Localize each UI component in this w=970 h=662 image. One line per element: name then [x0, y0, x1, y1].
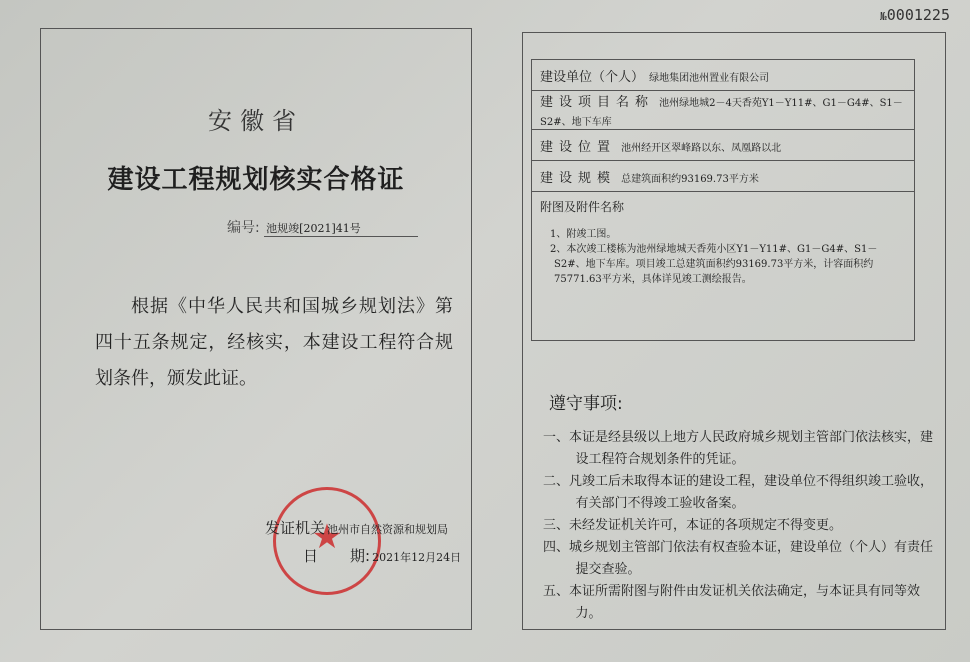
seal-star-icon: ★: [311, 517, 343, 557]
table-row: [532, 192, 915, 341]
row-label-scale: 建设规模: [540, 170, 617, 186]
number-label: 编号:: [227, 220, 260, 236]
number-value: 池规竣[2021]41号: [264, 220, 418, 237]
table-row: [532, 60, 915, 91]
note-item: 二、凡竣工后未取得本证的建设工程，建设单位不得组织竣工验收，有关部门不得竣工验收备案。: [543, 474, 934, 511]
date-label-2: 期:: [350, 547, 371, 565]
attachment-item: 1、附竣工图。: [550, 229, 617, 240]
row-label-location: 建设位置: [540, 139, 617, 155]
row-value-project-name: 池州绿地城2－4天香苑Y1－Y11#、G1－G4#、S1－S2#、地下车库: [540, 98, 903, 128]
issuer-label: 发证机关: [265, 519, 326, 537]
table-row: [532, 130, 915, 161]
serial-prefix: №: [880, 10, 887, 23]
table-cell: [532, 161, 915, 192]
note-item: 四、城乡规划主管部门依法有权查验本证，建设单位（个人）有责任提交查验。: [543, 540, 934, 577]
project-info-table: [531, 59, 915, 341]
table-cell: [532, 91, 915, 130]
row-label-applicant: 建设单位（个人）: [540, 69, 645, 85]
certificate-title: 建设工程规划核实合格证: [107, 165, 405, 195]
row-value-scale: 总建筑面积约93169.73平方米: [621, 173, 759, 185]
attachment-item: 2、本次竣工楼栋为池州绿地城天香苑小区Y1－Y11#、G1－G4#、S1－S2#、地下车库。项目竣工总建筑面积约93169.73平方米，计容面积约75771.63平方米，具体详见竣工测绘报告。: [550, 244, 878, 285]
attachments-list: [540, 227, 906, 287]
serial-number: [880, 6, 950, 24]
table-cell: [532, 60, 915, 91]
serial-value: 0001225: [886, 6, 950, 24]
body-paragraph: 根据《中华人民共和国城乡规划法》第四十五条规定，经核实，本建设工程符合规划条件，颁发此证。: [95, 296, 453, 389]
notes-list: [543, 427, 935, 625]
province-title: 安徽省: [208, 107, 304, 135]
certificate-body: [95, 289, 453, 397]
left-panel: [40, 28, 472, 630]
note-item: 一、本证是经县级以上地方人民政府城乡规划主管部门依法核实，建设工程符合规划条件的凭证。: [543, 430, 934, 467]
row-value-applicant: 绿地集团池州置业有限公司: [649, 72, 770, 84]
attachments-title: 附图及附件名称: [540, 200, 625, 214]
right-panel: [522, 32, 946, 630]
row-label-project-name: 建设项目名称: [540, 95, 655, 110]
note-item: 五、本证所需附图与附件由发证机关依法确定，与本证具有同等效力。: [543, 584, 921, 621]
table-row: [532, 161, 915, 192]
date-row: [303, 545, 461, 566]
table-row: [532, 91, 915, 130]
issuer-row: [265, 517, 448, 538]
certificate-number-row: [227, 217, 418, 237]
note-item: 三、未经发证机关许可，本证的各项规定不得变更。: [543, 518, 843, 533]
attachments-cell: [532, 192, 915, 341]
table-cell: [532, 130, 915, 161]
date-value: 2021年12月24日: [372, 551, 462, 564]
row-value-location: 池州经开区翠峰路以东、凤凰路以北: [621, 142, 782, 154]
notes-title: 遵守事项:: [549, 394, 623, 414]
date-label-1: 日: [303, 547, 319, 565]
issuer-value: 池州市自然资源和规划局: [327, 523, 449, 536]
official-seal: [273, 487, 381, 595]
